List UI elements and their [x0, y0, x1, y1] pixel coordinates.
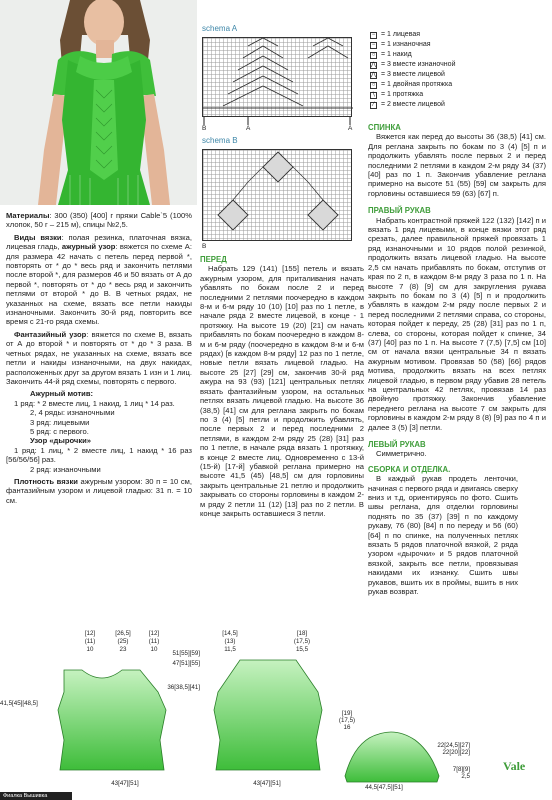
back-title: СПИНКА — [368, 123, 401, 132]
materials-paragraph — [6, 211, 192, 230]
front-title: ПЕРЕД — [200, 255, 227, 264]
legend-label: = 3 вместе лицевой — [381, 71, 445, 79]
legend-label: = 1 накид — [381, 51, 412, 59]
knitting-types-paragraph — [6, 233, 192, 327]
drop-row: 1 ряд: 1 лиц, * 2 вместе лиц, 1 накид * 16 раз [56/56/56] раз. — [6, 445, 192, 465]
legend-symbol: ⋀ — [371, 62, 376, 68]
fancy-pattern-text: : вяжется по схеме В, вязать от А до второй * и повторять от * до * 3 раза. В четных рядах, не указанных на схеме, вязать все петли и накиды изнаночными, на двух накидах, расположенных друг за другом вязать 1 изн и 1 лиц. Закончить 44-й ряд схемы, повторять с первого. — [6, 329, 192, 386]
legend-item — [370, 40, 500, 50]
dim-label: 22[24,5][27] — [437, 742, 470, 749]
legend-label: = 3 вместе изнаночной — [381, 61, 456, 69]
dim-label: 51[55][59] — [172, 650, 200, 657]
left-sleeve-title: ЛЕВЫЙ РУКАВ — [368, 440, 426, 449]
legend-item — [370, 70, 500, 80]
marker-a1: A — [246, 125, 251, 132]
legend-label: = 1 лицевая — [381, 31, 421, 39]
right-sleeve-text: Набрать контрастной пряжей 122 (132) [142] п и вязать 1 ряд лицевыми, в конце вязки этот ряд срезать, далее правильной пряжей провязать 1 ряд изнаночными и 10 рядов полой резинкой, продолжить вязать лицевой гладью. На высоте 2,5 см начать прибавлять по бокам, отступив от края по 2 п, в каждом 8-м ряду 3 раза по 1 п. На высоте 7 (8) [9] см для закругления рукава закрыть по бокам по 3 (4) [5] п и продолжить убавлять в каждом 2-м ряду после первых 2 и перед последними 2 петлями справа, со стороны, которая пойдет к переду, 25 (28) [31] раз по 1 п, слева, со стороны, которая пойдет к спинке, 34 (37) [40] раз по 1 п. На высоте 7 (7,5) [7,5] см [10] см от начала вязки центральные 34 п вязать ажурным мотивом. Провязав 50 (58) [66] рядов мотива, продолжить вязать на всех петлях лицевой гладью, в первом ряду убавив 28 петель на центральных 42 петлях, провязав 14 раз двойную протяжку. Закончив убавление переднего реглана на высоте 7 см закрыть для горловины в каждом 2-м ряду 8 (8) [9] раз по 4 п и далее 3 (5) [3] петли. — [368, 215, 546, 432]
motif-title: Ажурный мотив: — [30, 389, 94, 399]
dim-label: 15,5 — [295, 646, 309, 653]
lace-pattern-text: : вяжется по схеме А: для размера 42 начать с петель перед первой *, повторять от * до * весь ряд и закончить петлями после второй *, для размеров 46 и 50 вязать от А до первой *, повторять от * до * весь ряд и закончить петлями от вторoй * до В. В четных рядах, не указанных на схеме, вязать все петли накиды изнаночными. Закончить 30-й ряд, повторить все время с 21-го ряда схемы. — [6, 242, 192, 327]
dim-label: [18] — [296, 630, 308, 637]
legend-item — [370, 50, 500, 60]
dim-label: (11) — [148, 638, 160, 645]
lace-pattern-label: ажурный узор — [61, 242, 116, 252]
marker-b: B — [202, 125, 207, 132]
dim-label: (17,5) — [338, 717, 356, 724]
legend — [370, 30, 500, 110]
knitting-types-label: Виды вязки — [14, 232, 62, 242]
assembly-text: В каждый рукав продеть ленточки, начиная с первого ряда и двигаясь сверху вниз и т.д, ориентируясь по фото. Сшить швы реглана, для отделки горловины поднять по 35 (37) [39] п по каждому рукаву, 76 (80) [84] п по переду и 56 (60) [64] п по спинке, на полученных петлях вязать 5 рядов платочной вязкой, 2 ряда узором «дырочки» и 5 рядов платочной вязкой, закрыть все петли, провязывая накидами их изнанку. Сшить швы рукавов, вшить их в проймы, вшить в них рукав возврат. — [368, 474, 518, 597]
legend-symbol: ○ — [371, 82, 376, 88]
dim-label: 23 — [119, 646, 127, 653]
front-text: Набрать 129 (141) [155] петель и вязать ажурным узором, для приталивания начать убавлять по бокам после 2 и перед последними 2 петлями поочередно в каждом 8-м и 6-м ряду 10 (10) [10] раз по 1 петле, в начале ряда 2 вместе лицевой, в конце - 1 протяжку. На высоте 19 (20) [21] см начать прибавлять по бокам поочередно в каждом 8-м и 6-м ряду (поочередно в каждом 8-м и 6-м рядах) [в каждом 8-м ряду] 12 раз по 1 петле, новые петли вязать лицевой гладью. На высоте 25 [27] [29] см, закончив 30-й ряд ажура на 93 (93) [121] центральных петлях вязать фантазийным узором, на остальных петлях вязать лицевой гладью. На высоте 36 (38,5) [41] см для реглана закрыть по бокам по 3 (4) [5] петли и продолжить убавлять, после первых 2 и перед последними 2 петлями, в каждом 2-м ряду 25 (28) [31] раз по 1 петле, в начале ряда вязать 1 протяжку, в конце 2 вместе лиц. Одновременно с 13-й (15-й) [17-й] убавкой реглана примерно на высоте 41,5 (45) [48,5] см для горловины закрыть центральные 21 петлю и продолжить закрывать со стороны горловины в каждом 2-м ряду 2 петли 11 (12) [13] раз по 2 петли. В конце закрыть оставшиеся 3 петли. — [200, 264, 364, 518]
legend-item — [370, 100, 500, 110]
density-label: Плотность вязки — [14, 476, 78, 486]
dim-label: 41,5[45][48,5] — [0, 700, 38, 707]
dim-label: (25) — [117, 638, 129, 645]
back-text: Вяжется как перед до высоты 36 (38,5) [41] см. Для реглана закрыть по бокам по 3 (4) [5] п и продолжить убавлять после первых 2 и перед последними 2 петлями в каждом 2-м ряду 34 (37) [40] раз по 1 п. Закончив убавление реглана примерно на высоте 51 (55) [59] см закрыть для горловины оставшиеся 59 (63) [67] п. — [368, 132, 546, 198]
dim-label: 43[47][51] — [253, 780, 281, 787]
drop-pattern-title: Узор «дырочки» — [30, 436, 92, 446]
drop-row: 2 ряд: изнаночными — [30, 464, 101, 474]
knitting-types-text: : полая резинка, платочная вязка, лицевая гладь, — [6, 232, 193, 252]
dim-label: [19] — [341, 710, 353, 717]
fancy-pattern-paragraph — [6, 330, 192, 386]
schema-b-title: schema B — [202, 136, 238, 145]
green-blouse-photo — [0, 0, 197, 205]
dim-label: (11) — [84, 638, 96, 645]
back-pattern-shape — [196, 630, 346, 790]
dim-label: (17,5) — [293, 638, 311, 645]
motif-row: 2, 4 ряды: изнаночными — [30, 408, 115, 418]
middle-column — [200, 255, 364, 518]
legend-label: = 1 протяжка — [381, 91, 424, 99]
dim-label: (13) — [224, 638, 236, 645]
dim-label: 7[8][9] — [452, 766, 470, 773]
legend-label: = 2 вместе лицевой — [381, 101, 445, 109]
schema-b-grid — [202, 149, 352, 241]
right-sleeve-title: ПРАВЫЙ РУКАВ — [368, 206, 431, 216]
dim-label: 10 — [86, 646, 94, 653]
motif-row: 5 ряд: с первого. — [30, 426, 89, 436]
schema-a-markers — [202, 117, 352, 133]
fancy-pattern-label: Фантазийный узор — [14, 329, 87, 339]
dim-label: 43[47][51] — [111, 780, 139, 787]
legend-item — [370, 90, 500, 100]
legend-symbol: ⋀ — [371, 72, 376, 78]
density-paragraph — [6, 477, 192, 505]
dim-label: [12] — [84, 630, 96, 637]
legend-item — [370, 80, 500, 90]
dim-label: 16 — [343, 724, 351, 731]
assembly-title: СБОРКА И ОТДЕЛКА. — [368, 464, 451, 474]
front-pattern-diagram — [0, 630, 200, 790]
left-sleeve-text: Симметрично. — [376, 449, 427, 459]
legend-symbol: ○ — [371, 52, 376, 58]
left-column — [6, 211, 192, 505]
legend-label: = 1 двойная протяжка — [381, 81, 453, 89]
brand-logo: Vale — [503, 759, 526, 773]
model-photo — [0, 0, 197, 205]
schema-b-markers — [202, 242, 206, 251]
schema-b-marker-b: B — [202, 243, 207, 250]
legend-label: = 1 изнаночная — [381, 41, 431, 49]
legend-symbol: ∖ — [371, 92, 376, 98]
materials-text: : 300 (350) [400] г пряжи Cable`5 (100% хлопок, 50 г – 215 м), спицы №2,5. — [6, 211, 192, 230]
dim-label: 22[20][22] — [442, 749, 470, 756]
schema-b-motif — [203, 150, 353, 242]
sleeve-right-dims — [410, 742, 470, 780]
schema-a-arrows — [202, 117, 352, 133]
legend-symbol: − — [371, 42, 376, 48]
dim-label: 2,5 — [461, 773, 470, 780]
dim-label: 11,5 — [224, 646, 236, 653]
dim-label: 44,5[47,5][51] — [365, 784, 403, 791]
dim-label: [14,5] — [222, 630, 238, 637]
marker-a2: A — [348, 125, 353, 132]
back-pattern-diagram — [196, 630, 346, 790]
materials-label: Материалы — [6, 211, 50, 220]
footer-watermark: Фиалка Вышивка — [0, 792, 72, 800]
legend-symbol: ⁄ — [370, 102, 377, 109]
dim-label: [26,5] — [115, 630, 131, 637]
schema-a-motif — [203, 38, 353, 118]
motif-row: 3 ряд: лицевыми — [30, 417, 90, 427]
density-text: ажурным узором: 30 п = 10 см, фантазийным узором и лицевой гладью: 31 п. = 10 см. — [6, 476, 192, 505]
dim-label: 36[38,5][41] — [167, 684, 200, 691]
legend-symbol: − — [371, 32, 376, 38]
right-column — [368, 123, 546, 597]
schema-a-grid — [202, 37, 352, 117]
legend-item — [370, 30, 500, 40]
dim-label: 47[51][55] — [172, 660, 200, 667]
legend-item — [370, 60, 500, 70]
motif-row: 1 ряд: * 2 вместе лиц, 1 накид, 1 лиц * 14 раз. — [14, 398, 175, 408]
dim-label: [12] — [148, 630, 160, 637]
dim-label: 10 — [150, 646, 158, 653]
schema-a-title: schema A — [202, 24, 238, 33]
